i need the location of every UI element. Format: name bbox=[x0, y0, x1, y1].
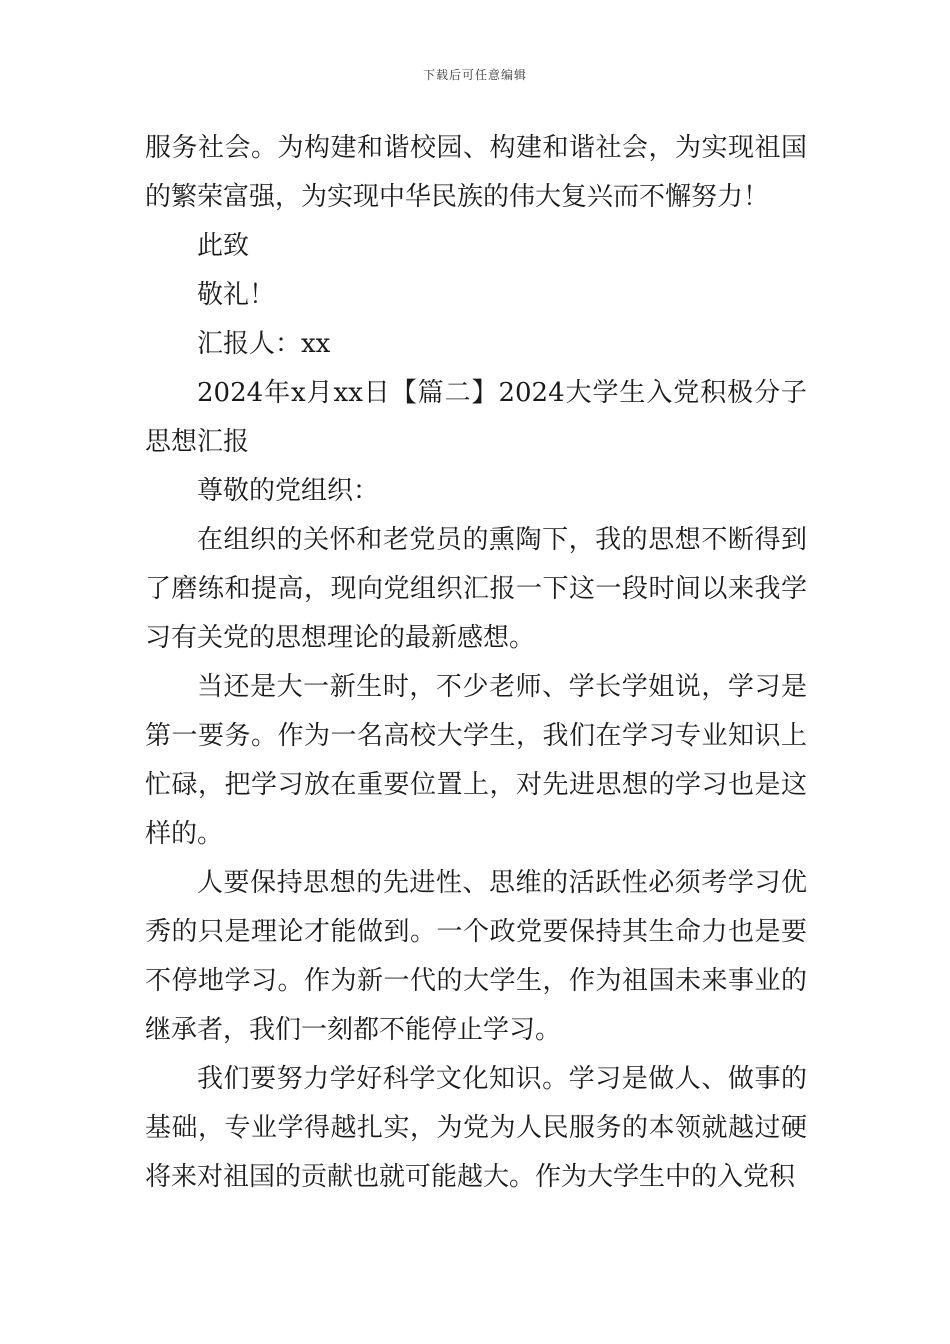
paragraph: 我们要努力学好科学文化知识。学习是做人、做事的基础，专业学得越扎实，为党为人民服务的本领就越过硬将来对祖国的贡献也就可能越大。作为大学生中的入党积 bbox=[145, 1064, 807, 1192]
greeting: 尊敬的党组织： bbox=[197, 476, 380, 506]
paragraph: 人要保持思想的先进性、思维的活跃性必须考学习优秀的只是理论才能做到。一个政党要保持其生命力也是要不停地学习。作为新一代的大学生，作为祖国未来事业的继承者，我们一刻都不能停止学习。 bbox=[145, 868, 807, 1045]
paragraph: 在组织的关怀和老党员的熏陶下，我的思想不断得到了磨练和提高，现向党组织汇报一下这一段时间以来我学习有关党的思想理论的最新感想。 bbox=[145, 525, 807, 653]
closing-salutation: 此致 bbox=[197, 231, 250, 261]
page-header-note: 下载后可任意编辑 bbox=[422, 68, 527, 82]
closing-regards: 敬礼！ bbox=[197, 280, 276, 310]
paragraph-continuation: 服务社会。为构建和谐校园、构建和谐社会，为实现祖国的繁荣富强，为实现中华民族的伟大复兴而不懈努力！ bbox=[145, 133, 807, 212]
document-body bbox=[145, 124, 807, 1202]
date-and-section-title: 2024年x月xx日【篇二】2024大学生入党积极分子思想汇报 bbox=[145, 378, 807, 457]
paragraph: 当还是大一新生时，不少老师、学长学姐说，学习是第一要务。作为一名高校大学生，我们在学习专业知识上忙碌，把学习放在重要位置上，对先进思想的学习也是这样的。 bbox=[145, 672, 807, 849]
reporter-signature: 汇报人：xx bbox=[197, 329, 331, 359]
